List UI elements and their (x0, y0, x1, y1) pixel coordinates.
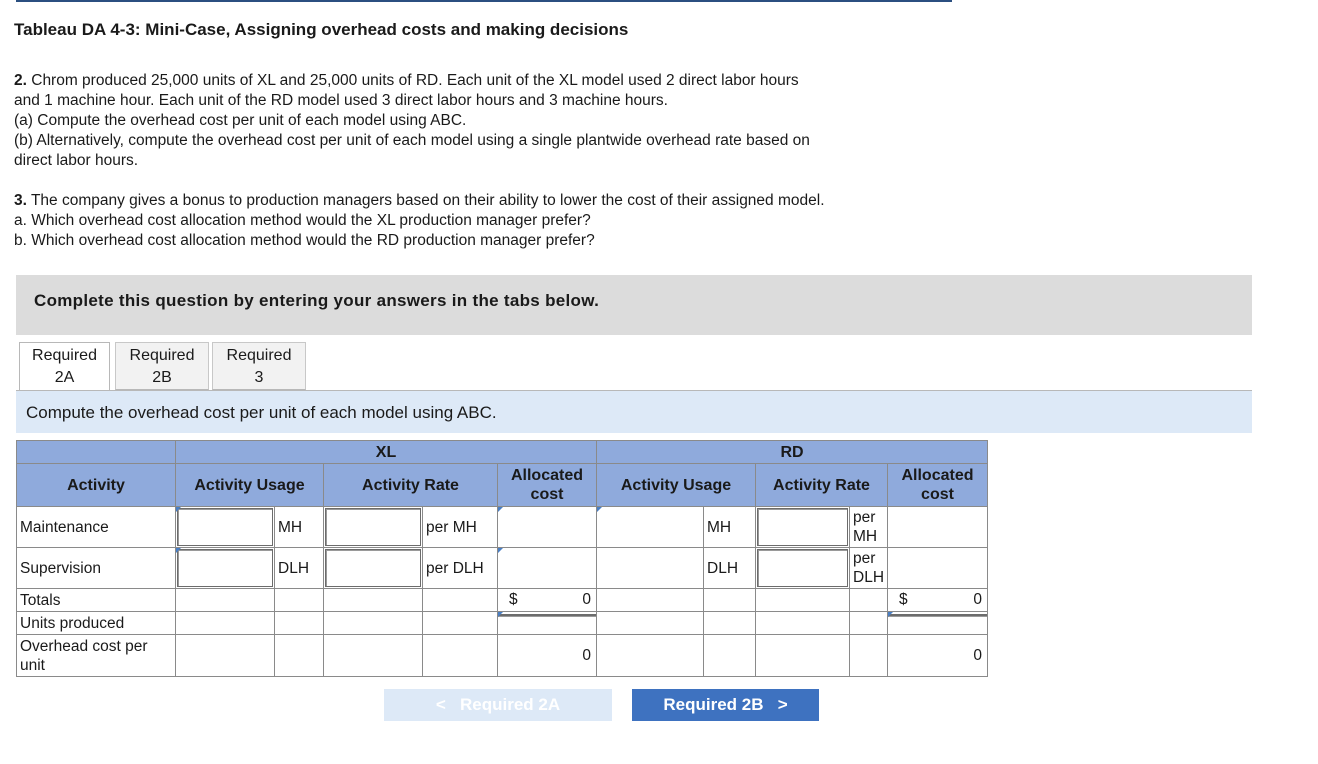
xl-overhead-value: 0 (582, 646, 591, 664)
rd-maintenance-rate-unit: per MH (850, 507, 888, 548)
blank-cell (324, 635, 423, 677)
question-2-line-1: 2. Chrom produced 25,000 units of XL and 25,000 units of RD. Each unit of the XL model used 2 direct labor hours (14, 72, 799, 89)
blank-cell (850, 589, 888, 612)
xl-total-value: 0 (582, 591, 591, 608)
rd-total-allocated (888, 589, 988, 612)
tab-required-3[interactable] (212, 342, 306, 390)
xl-supervision-rate-unit: per DLH (423, 548, 498, 589)
question-2-line-3: (a) Compute the overhead cost per unit of each model using ABC. (14, 112, 467, 129)
chevron-right-icon: > (777, 695, 788, 714)
blank-cell (324, 589, 423, 612)
xl-total-allocated (498, 589, 597, 612)
rd-overhead-per-unit (888, 635, 988, 677)
table-row-maintenance (17, 507, 988, 548)
top-divider (16, 0, 952, 2)
question-3-line-2: a. Which overhead cost allocation method would the XL production manager prefer? (14, 212, 591, 229)
rd-maintenance-usage-input[interactable] (597, 507, 704, 548)
prev-button-label: Required 2A (459, 695, 561, 714)
header-xl-allocated-cost: Allocated cost (498, 464, 597, 507)
header-xl-activity-usage: Activity Usage (176, 464, 324, 507)
tab-label-line1: Required (129, 347, 195, 364)
tab-instruction-bar (16, 391, 1252, 433)
table-row-units-produced (17, 612, 988, 635)
tab-label-line2: 3 (254, 369, 264, 386)
rd-supervision-rate-input[interactable] (756, 548, 850, 589)
tab-instruction-text: Compute the overhead cost per unit of each model using ABC. (26, 403, 497, 422)
blank-cell (850, 612, 888, 635)
blank-cell (324, 612, 423, 635)
blank-cell (597, 612, 704, 635)
xl-supervision-usage-input[interactable] (176, 548, 275, 589)
question-2 (14, 71, 810, 171)
xl-overhead-per-unit (498, 635, 597, 677)
xl-maintenance-usage-unit: MH (275, 507, 324, 548)
banner-text: Complete this question by entering your answers in the tabs below. (34, 291, 600, 310)
page-title: Tableau DA 4-3: Mini-Case, Assigning overhead costs and making decisions (14, 20, 629, 39)
blank-cell (275, 589, 324, 612)
table-row-supervision (17, 548, 988, 589)
blank-cell (176, 635, 275, 677)
row-label-units-produced: Units produced (17, 612, 176, 635)
xl-maintenance-allocated-input[interactable] (498, 507, 597, 548)
rd-units-produced-input[interactable] (888, 612, 988, 635)
row-label-overhead-per-unit: Overhead cost per unit (17, 635, 176, 677)
question-2-line-2: and 1 machine hour. Each unit of the RD model used 3 direct labor hours and 3 machine hours. (14, 92, 668, 109)
blank-cell (275, 635, 324, 677)
header-rd-activity-usage: Activity Usage (597, 464, 756, 507)
blank-cell (275, 612, 324, 635)
xl-units-produced-input[interactable] (498, 612, 597, 635)
header-blank (17, 441, 176, 464)
xl-supervision-rate-input[interactable] (324, 548, 423, 589)
rd-supervision-rate-unit: per DLH (850, 548, 888, 589)
table-row-totals (17, 589, 988, 612)
header-xl-activity-rate: Activity Rate (324, 464, 498, 507)
xl-supervision-allocated-input[interactable] (498, 548, 597, 589)
currency-symbol: $ (509, 591, 518, 608)
question-2-line-4: (b) Alternatively, compute the overhead cost per unit of each model using a single plantwide overhead rate based on (14, 132, 810, 149)
tab-label-line2: 2A (54, 369, 75, 386)
rd-maintenance-usage-unit: MH (704, 507, 756, 548)
next-required-2b-button[interactable] (632, 689, 819, 721)
tab-required-2b[interactable] (115, 342, 209, 390)
question-3 (14, 191, 825, 251)
tab-label-line1: Required (32, 347, 97, 364)
blank-cell (176, 589, 275, 612)
xl-maintenance-rate-unit: per MH (423, 507, 498, 548)
rd-supervision-usage-unit: DLH (704, 548, 756, 589)
blank-cell (756, 589, 850, 612)
rd-supervision-allocated-input[interactable] (888, 548, 988, 589)
header-rd-activity-rate: Activity Rate (756, 464, 888, 507)
header-activity: Activity (17, 464, 176, 507)
blank-cell (423, 635, 498, 677)
header-rd-allocated-cost: Allocated cost (888, 464, 988, 507)
tab-required-2a[interactable] (19, 342, 110, 391)
xl-maintenance-usage-input[interactable] (176, 507, 275, 548)
header-rd: RD (597, 441, 988, 464)
chevron-left-icon: < (435, 695, 446, 714)
blank-cell (756, 612, 850, 635)
table-row-overhead-per-unit (17, 635, 988, 677)
next-button-label: Required 2B (663, 695, 764, 714)
row-label-maintenance: Maintenance (17, 507, 176, 548)
rd-supervision-usage-input[interactable] (597, 548, 704, 589)
blank-cell (704, 589, 756, 612)
tab-label-line1: Required (226, 347, 292, 364)
blank-cell (850, 635, 888, 677)
abc-allocation-table (16, 440, 988, 677)
instructions-banner (16, 275, 1252, 335)
blank-cell (423, 589, 498, 612)
question-3-line-3: b. Which overhead cost allocation method would the RD production manager prefer? (14, 232, 595, 249)
xl-supervision-usage-unit: DLH (275, 548, 324, 589)
rd-total-value: 0 (973, 591, 982, 608)
question-3-line-1: 3. The company gives a bonus to production managers based on their ability to lower the cost of their assigned model. (14, 192, 825, 209)
rd-maintenance-allocated-input[interactable] (888, 507, 988, 548)
blank-cell (176, 612, 275, 635)
blank-cell (597, 589, 704, 612)
tab-label-line2: 2B (152, 369, 172, 386)
row-label-totals: Totals (17, 589, 176, 612)
question-2-line-5: direct labor hours. (14, 152, 139, 169)
blank-cell (704, 635, 756, 677)
rd-overhead-value: 0 (973, 646, 982, 664)
rd-maintenance-rate-input[interactable] (756, 507, 850, 548)
blank-cell (597, 635, 704, 677)
currency-symbol: $ (899, 591, 908, 608)
blank-cell (423, 612, 498, 635)
blank-cell (756, 635, 850, 677)
header-xl: XL (176, 441, 597, 464)
row-label-supervision: Supervision (17, 548, 176, 589)
xl-maintenance-rate-input[interactable] (324, 507, 423, 548)
blank-cell (704, 612, 756, 635)
prev-required-2a-button[interactable] (384, 689, 612, 721)
